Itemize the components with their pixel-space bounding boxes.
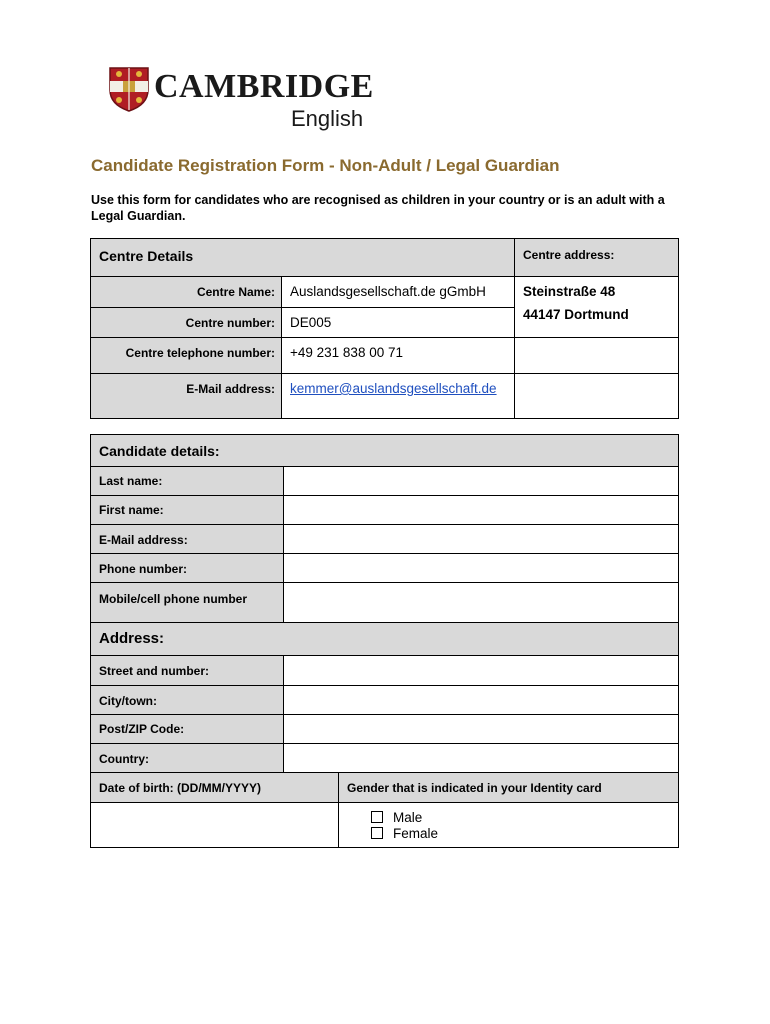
centre-phone-value: +49 231 838 00 71 (290, 345, 403, 360)
candidate-details-heading: Candidate details: (99, 443, 220, 459)
last-name-label: Last name: (99, 474, 163, 488)
mobile-label-cell (90, 582, 284, 623)
city-label: City/town: (99, 694, 157, 708)
zip-label: Post/ZIP Code: (99, 722, 185, 736)
phone-field[interactable] (283, 553, 679, 583)
centre-address-cell (514, 276, 679, 338)
zip-label-cell (90, 714, 284, 744)
centre-address-heading: Centre address: (523, 248, 615, 262)
centre-email-link[interactable]: kemmer@auslandsgesellschaft.de (290, 381, 497, 396)
centre-phone-value-cell (281, 337, 515, 374)
phone-label-cell (90, 553, 284, 583)
candidate-email-field[interactable] (283, 524, 679, 554)
city-field[interactable] (283, 685, 679, 715)
centre-number-label: Centre number: (185, 316, 275, 330)
dob-label: Date of birth: (DD/MM/YYYY) (99, 781, 261, 795)
centre-email-value-cell (281, 373, 515, 419)
dob-field[interactable] (90, 802, 339, 848)
gender-label: Gender that is indicated in your Identity card (347, 781, 602, 795)
centre-address-line1: Steinstraße 48 (523, 284, 616, 299)
gender-option-male[interactable] (371, 810, 422, 825)
street-label: Street and number: (99, 664, 210, 678)
centre-number-value: DE005 (290, 315, 332, 330)
centre-address-empty-cell-2 (514, 373, 679, 419)
centre-phone-label: Centre telephone number: (125, 346, 275, 360)
centre-name-label: Centre Name: (196, 285, 275, 299)
male-checkbox[interactable] (371, 811, 383, 823)
phone-label: Phone number: (99, 562, 188, 576)
street-field[interactable] (283, 655, 679, 686)
gender-option-female[interactable] (371, 826, 438, 841)
centre-email-label: E-Mail address: (186, 382, 275, 396)
centre-number-label-cell (90, 307, 282, 338)
candidate-email-label-cell (90, 524, 284, 554)
centre-name-value: Auslandsgesellschaft.de gGmbH (290, 284, 486, 299)
centre-details-header (90, 238, 515, 277)
centre-address-line2: 44147 Dortmund (523, 307, 629, 322)
address-header (90, 622, 679, 656)
centre-name-value-cell (281, 276, 515, 308)
mobile-label: Mobile/cell phone number (99, 592, 248, 606)
country-label: Country: (99, 752, 149, 766)
country-label-cell (90, 743, 284, 773)
first-name-label-cell (90, 495, 284, 525)
logo-sub: English (291, 106, 364, 131)
male-label: Male (393, 810, 423, 825)
centre-number-value-cell (281, 307, 515, 338)
last-name-label-cell (90, 466, 284, 496)
centre-name-label-cell (90, 276, 282, 308)
centre-address-header (514, 238, 679, 277)
centre-address-empty-cell-1 (514, 337, 679, 374)
female-checkbox[interactable] (371, 827, 383, 839)
street-label-cell (90, 655, 284, 686)
gender-label-cell (338, 772, 679, 803)
logo-word: CAMBRIDGE (154, 68, 374, 105)
centre-details-heading: Centre Details (99, 248, 194, 264)
cambridge-logo (108, 66, 378, 136)
zip-field[interactable] (283, 714, 679, 744)
centre-phone-label-cell (90, 337, 282, 374)
form-title: Candidate Registration Form - Non-Adult / Legal Guardian (91, 156, 560, 175)
candidate-email-label: E-Mail address: (99, 533, 188, 547)
city-label-cell (90, 685, 284, 715)
intro-text: Use this form for candidates who are recognised as children in your country or is an adult with a Legal Guardian. (91, 193, 665, 223)
candidate-details-header (90, 434, 679, 467)
centre-email-label-cell (90, 373, 282, 419)
mobile-field[interactable] (283, 582, 679, 623)
first-name-label: First name: (99, 503, 164, 517)
dob-label-cell (90, 772, 339, 803)
last-name-field[interactable] (283, 466, 679, 496)
address-heading: Address: (99, 630, 165, 647)
first-name-field[interactable] (283, 495, 679, 525)
country-field[interactable] (283, 743, 679, 773)
shield-icon (108, 66, 150, 112)
gender-options-cell (338, 802, 679, 848)
female-label: Female (393, 826, 439, 841)
